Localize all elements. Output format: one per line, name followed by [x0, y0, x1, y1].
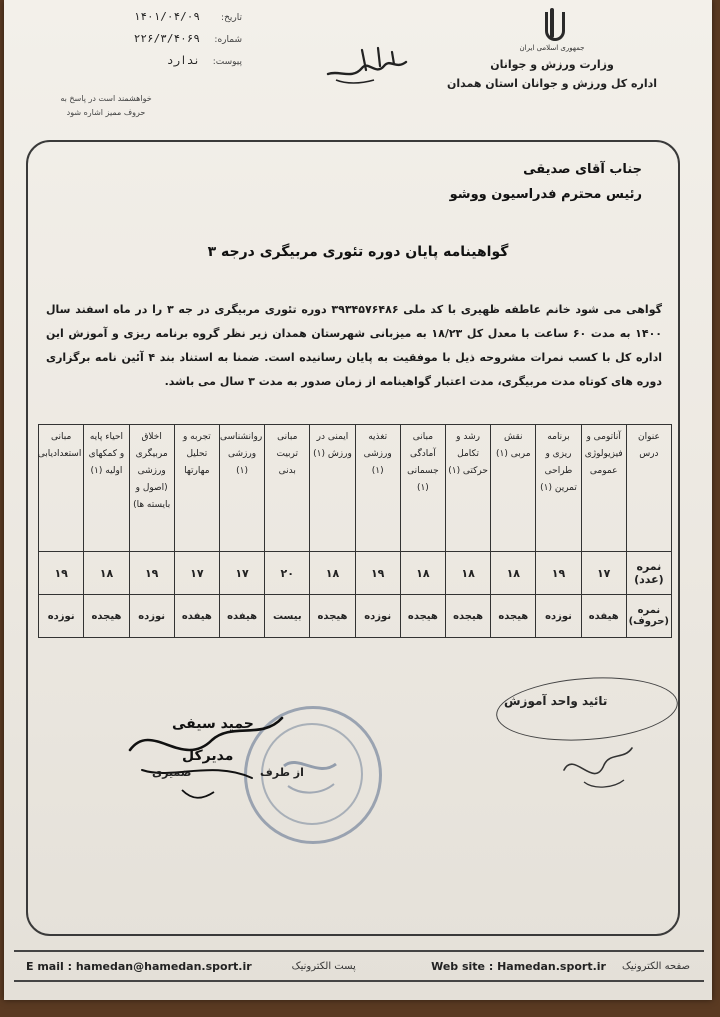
grade-word-cell: هیفده [174, 595, 219, 638]
subject-cell: رشد و تکامل حرکتی (۱) [445, 425, 490, 552]
letterhead [432, 8, 672, 90]
certificate-title: گواهینامه پایان دوره تئوری مربیگری درجه ۳ [207, 244, 509, 260]
word-row-label: نمره (حروف) [626, 595, 671, 638]
basmala-calligraphy [322, 40, 412, 90]
number-value: ۲۲۶/۳/۴۰۶۹ [133, 32, 200, 45]
signer-name: حمید سیفی [172, 716, 254, 732]
addressee-name: جناب آقای صدیقی [523, 162, 642, 177]
numeric-row-label: نمره (عدد) [626, 552, 671, 595]
signer-title: مدیرکل [182, 748, 234, 764]
grade-word-cell: هیفده [219, 595, 264, 638]
subject-cell: تغذیه ورزشی (۱) [355, 425, 400, 552]
table-head-label: عنوان درس [626, 425, 671, 552]
grade-word-cell: هیجده [84, 595, 129, 638]
grade-number-cell: ۱۸ [310, 552, 355, 595]
letter-meta [62, 10, 242, 76]
republic-label: جمهوری اسلامی ایران [519, 44, 585, 52]
addressee [450, 162, 642, 212]
word-grades-row [39, 595, 672, 638]
reference-note: خواهشمند است در پاسخ به حروف ممیز اشاره شود [60, 94, 152, 117]
subject-cell: نقش مربی (۱) [491, 425, 536, 552]
grade-word-cell: نوزده [39, 595, 84, 638]
grade-number-cell: ۱۷ [174, 552, 219, 595]
date-value: ۱۴۰۱/۰۴/۰۹ [133, 10, 200, 23]
date-label: تاریخ: [221, 13, 242, 23]
grade-word-cell: نوزده [355, 595, 400, 638]
approval-signature [554, 730, 644, 800]
subject-cell: روانشناسی ورزشی (۱) [219, 425, 264, 552]
grade-word-cell: هیفده [581, 595, 626, 638]
footer-email-label: پست الکترونیک [291, 960, 356, 972]
subject-cell: مبانی آمادگی جسمانی (۱) [400, 425, 445, 552]
attachment-row [62, 54, 242, 67]
grade-word-cell: بیست [265, 595, 310, 638]
subject-cell: ایمنی در ورزش (۱) [310, 425, 355, 552]
grades-table [38, 424, 672, 638]
subjects-row [39, 425, 672, 552]
grade-word-cell: نوزده [129, 595, 174, 638]
footer-email: E mail : hamedan@hamedan.sport.ir [26, 959, 252, 973]
grade-word-cell: هیجده [310, 595, 355, 638]
grade-number-cell: ۱۹ [129, 552, 174, 595]
grade-number-cell: ۱۹ [355, 552, 400, 595]
number-label: شماره: [214, 35, 242, 45]
addressee-position: رئیس محترم فدراسیون ووشو [449, 187, 642, 202]
approval-label: تائید واحد آموزش [504, 694, 608, 708]
attachment-value: ندارد [166, 54, 200, 67]
grade-number-cell: ۱۹ [536, 552, 581, 595]
subject-cell: مبانی استعدادیابی [39, 425, 84, 552]
letter-footer [14, 950, 704, 982]
grade-number-cell: ۱۸ [491, 552, 536, 595]
footer-website-label: صفحه الکترونیک [621, 960, 690, 972]
subject-cell: مبانی تربیت بدنی [265, 425, 310, 552]
subject-cell: آناتومی و فیزیولوژی عمومی [581, 425, 626, 552]
ministry-name: وزارت ورزش و جوانان [490, 58, 614, 71]
office-name: اداره کل ورزش و جوانان استان همدان [446, 77, 658, 90]
footer-email-group [26, 960, 356, 973]
subject-cell: تجربه و تحلیل مهارتها [174, 425, 219, 552]
grade-number-cell: ۱۸ [84, 552, 129, 595]
subject-cell: احیاء پایه و کمکهای اولیه (۱) [84, 425, 129, 552]
grade-number-cell: ۲۰ [265, 552, 310, 595]
grade-word-cell: هیجده [445, 595, 490, 638]
letter-page [4, 0, 712, 1000]
date-row [62, 10, 242, 23]
grade-number-cell: ۱۷ [581, 552, 626, 595]
certificate-body: گواهی می شود خانم عاطفه ظهیری با کد ملی ۳۹۳۴۵۷۶۴۸۶ دوره تئوری مربیگری در جه ۳ را در ماه اسفند سال ۱۴۰۰ به مدت ۶۰ ساعت با معدل کل ۱۸/۲۳ به میزبانی شهرستان همدان زیر نظر گروه برنامه ریزی و آموزش این اداره کل با کسب نمرات مشروحه ذیل با موفقیت به پایان رسانیده است. ضمنا به استناد بند ۴ آئین نامه برگزاری دوره های کوتاه مدت مربیگری، مدت اعتبار گواهینامه از زمان صدور به مدت ۳ سال می باشد. [46, 303, 662, 388]
grade-word-cell: هیجده [400, 595, 445, 638]
grade-number-cell: ۱۸ [400, 552, 445, 595]
number-row [62, 32, 242, 45]
grade-number-cell: ۱۸ [445, 552, 490, 595]
attachment-label: پیوست: [212, 57, 242, 67]
numeric-grades-row [39, 552, 672, 595]
grade-word-cell: نوزده [536, 595, 581, 638]
grade-number-cell: ۱۷ [219, 552, 264, 595]
footer-website-group [431, 960, 690, 973]
grade-number-cell: ۱۹ [39, 552, 84, 595]
on-behalf-label: از طرف [260, 766, 304, 779]
second-signer-name: ضمیری [152, 766, 192, 779]
subject-cell: برنامه ریزی و طراحی تمرین (۱) [536, 425, 581, 552]
footer-website: Web site : Hamedan.sport.ir [431, 959, 606, 973]
grade-word-cell: هیجده [491, 595, 536, 638]
iran-emblem-icon [535, 8, 569, 42]
subject-cell: اخلاق مربیگری ورزشی (اصول و بایسته ها) [129, 425, 174, 552]
